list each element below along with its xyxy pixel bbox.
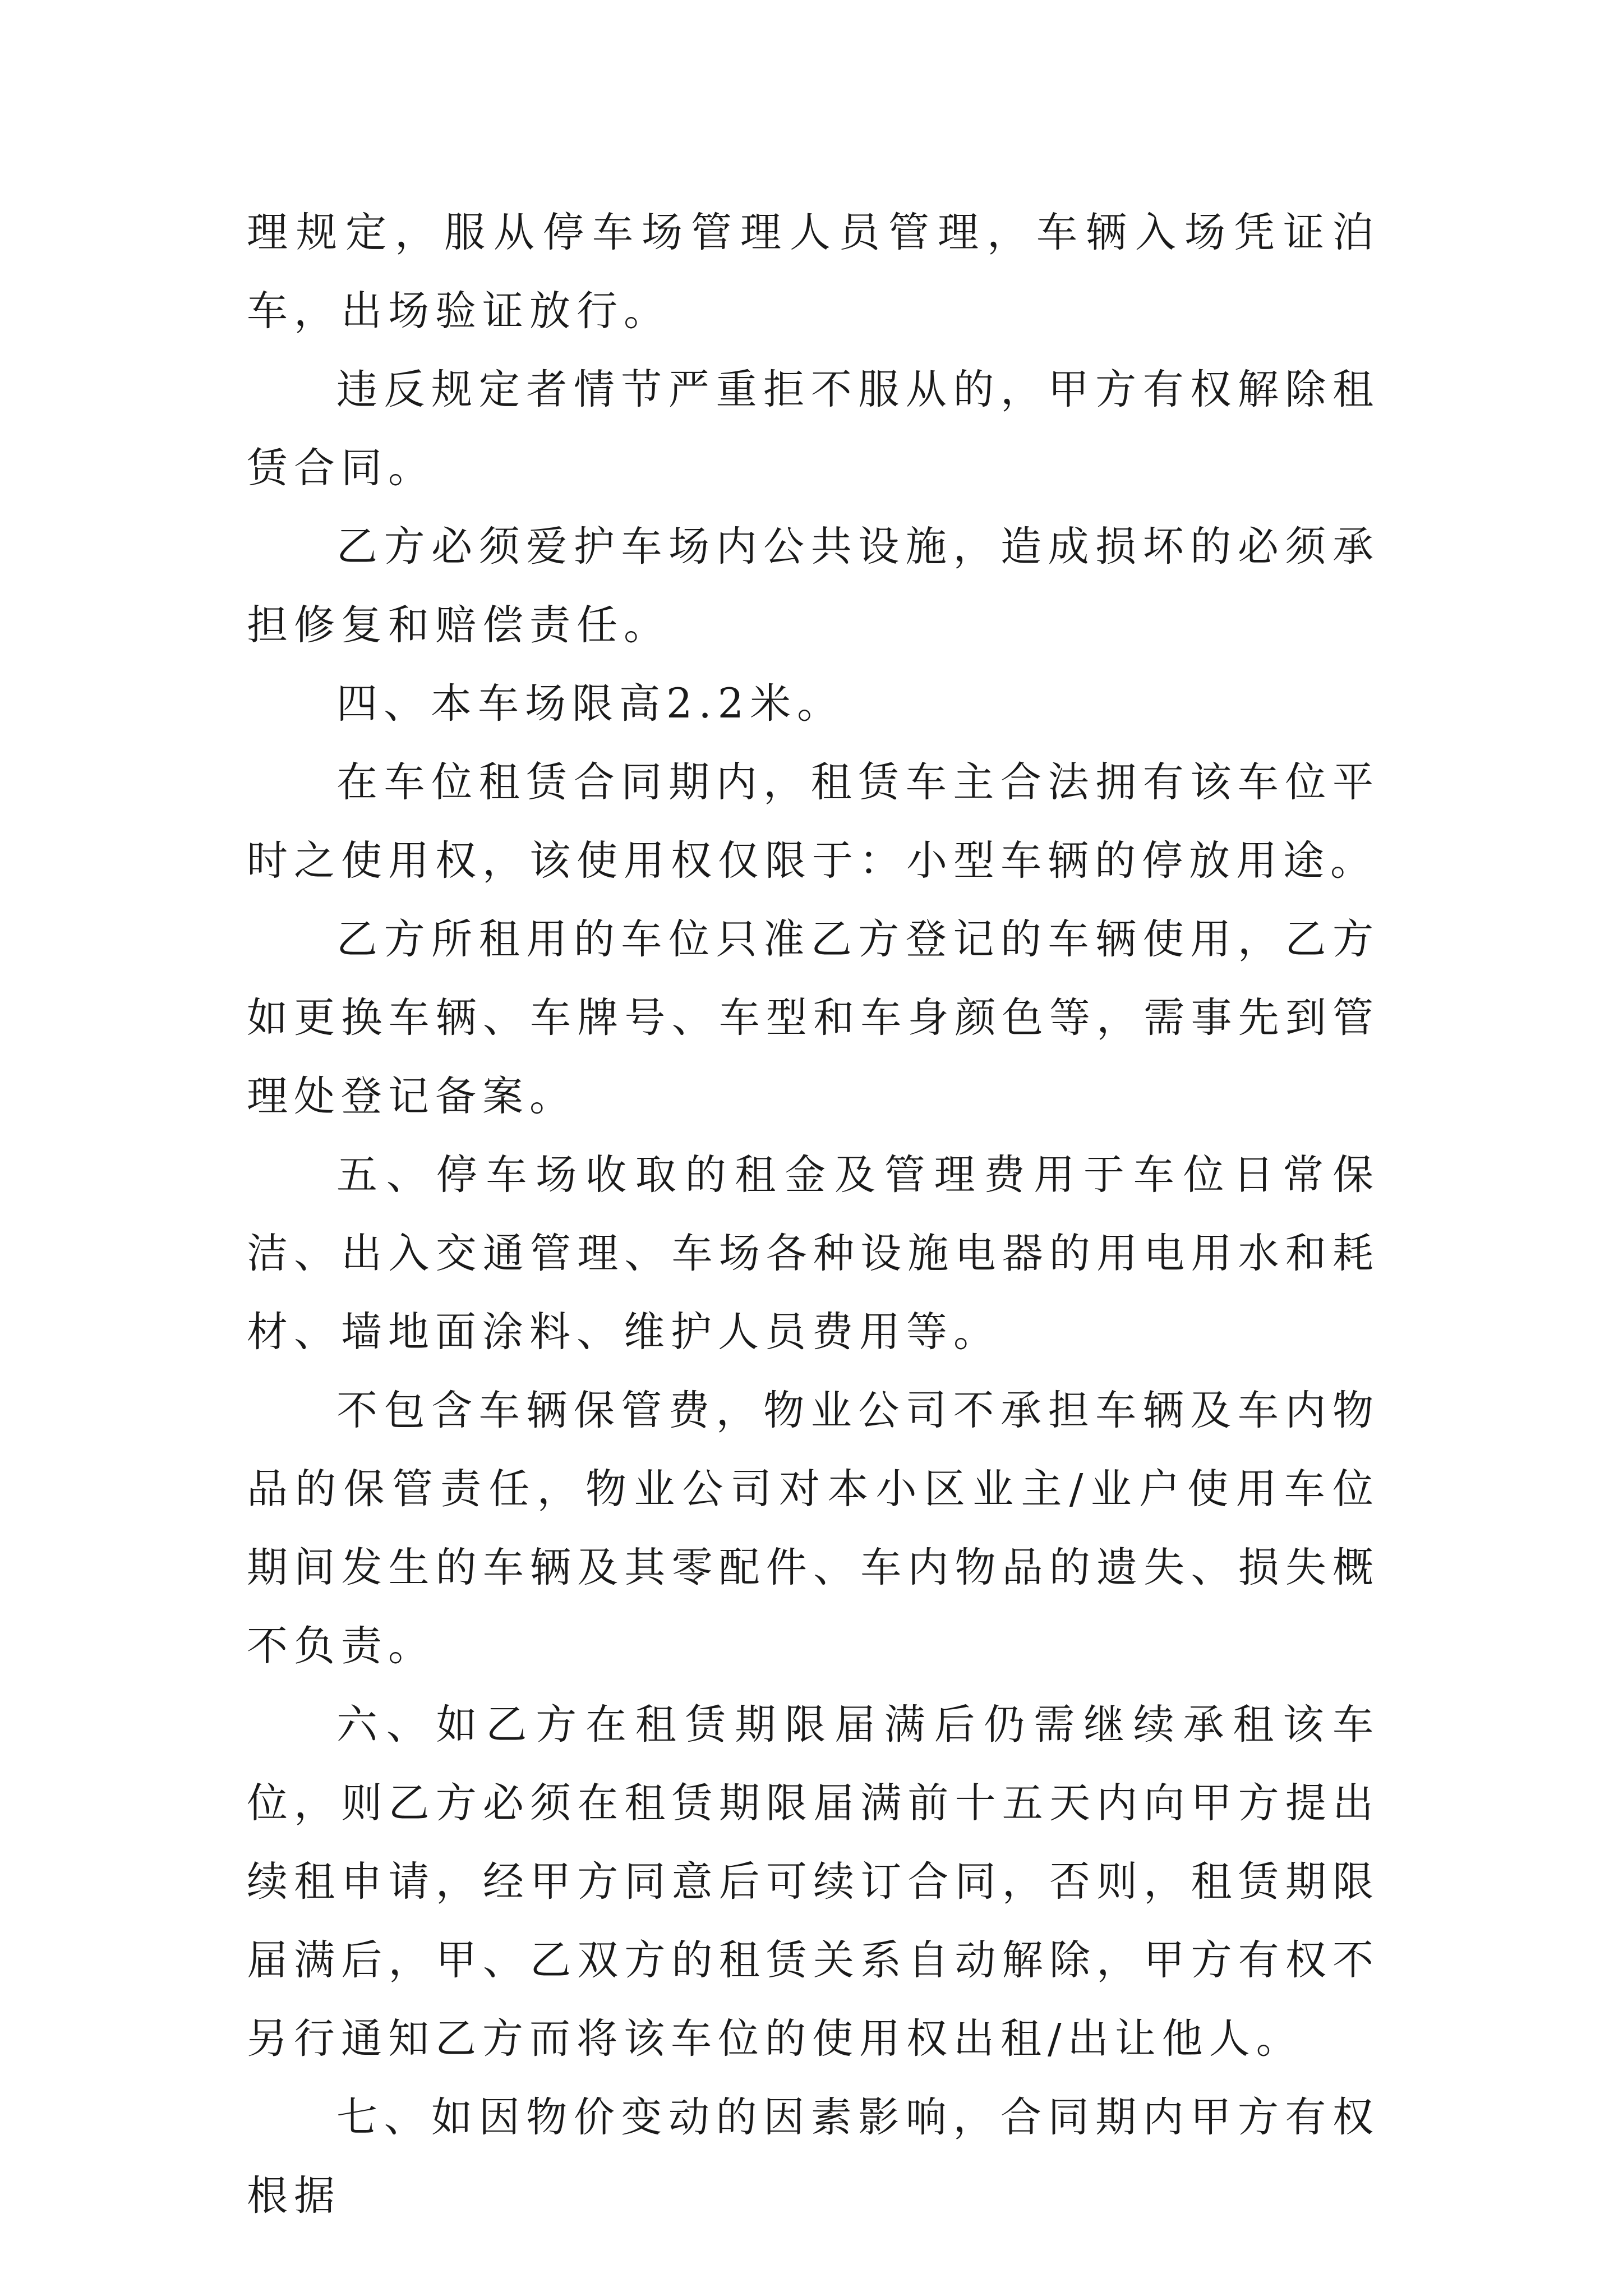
paragraph-vehicle-registration: 乙方所租用的车位只准乙方登记的车辆使用，乙方如更换车辆、车牌号、车型和车身颜色等，需事先到管理处登记备案。 (247, 915, 1380, 1120)
paragraph-clause-6-renewal: 六、如乙方在租赁期限届满后仍需继续承租该车位，则乙方必须在租赁期限届满前十五天内向甲方提出续租申请，经甲方同意后可续订合同，否则，租赁期限届满后，甲、乙双方的租赁关系自动解除，甲方有权不另行通知乙方而将该车位的使用权出租/出让他人。 (247, 1701, 1380, 2063)
paragraph-clause-5-fees: 五、停车场收取的租金及管理费用于车位日常保洁、出入交通管理、车场各种设施电器的用电用水和耗材、墙地面涂料、维护人员费用等。 (247, 1151, 1380, 1356)
paragraph-continued-rules: 理规定，服从停车场管理人员管理，车辆入场凭证泊车，出场验证放行。 (247, 209, 1380, 335)
paragraph-clause-7-price-change: 七、如因物价变动的因素影响，合同期内甲方有权根据 (247, 2093, 1380, 2220)
paragraph-usage-right: 在车位租赁合同期内，租赁车主合法拥有该车位平时之使用权，该使用权仅限于：小型车辆的停放用途。 (247, 758, 1380, 885)
paragraph-clause-4-height-limit: 四、本车场限高2.2米。 (336, 680, 845, 728)
paragraph-facilities: 乙方必须爱护车场内公共设施，造成损坏的必须承担修复和赔偿责任。 (247, 523, 1380, 649)
paragraph-violation: 违反规定者情节严重拒不服从的，甲方有权解除租赁合同。 (247, 366, 1380, 492)
document-body (247, 194, 1380, 2235)
paragraph-liability-disclaimer: 不包含车辆保管费，物业公司不承担车辆及车内物品的保管责任，物业公司对本小区业主/业户使用车位期间发生的车辆及其零配件、车内物品的遗失、损失概不负责。 (247, 1387, 1380, 1670)
